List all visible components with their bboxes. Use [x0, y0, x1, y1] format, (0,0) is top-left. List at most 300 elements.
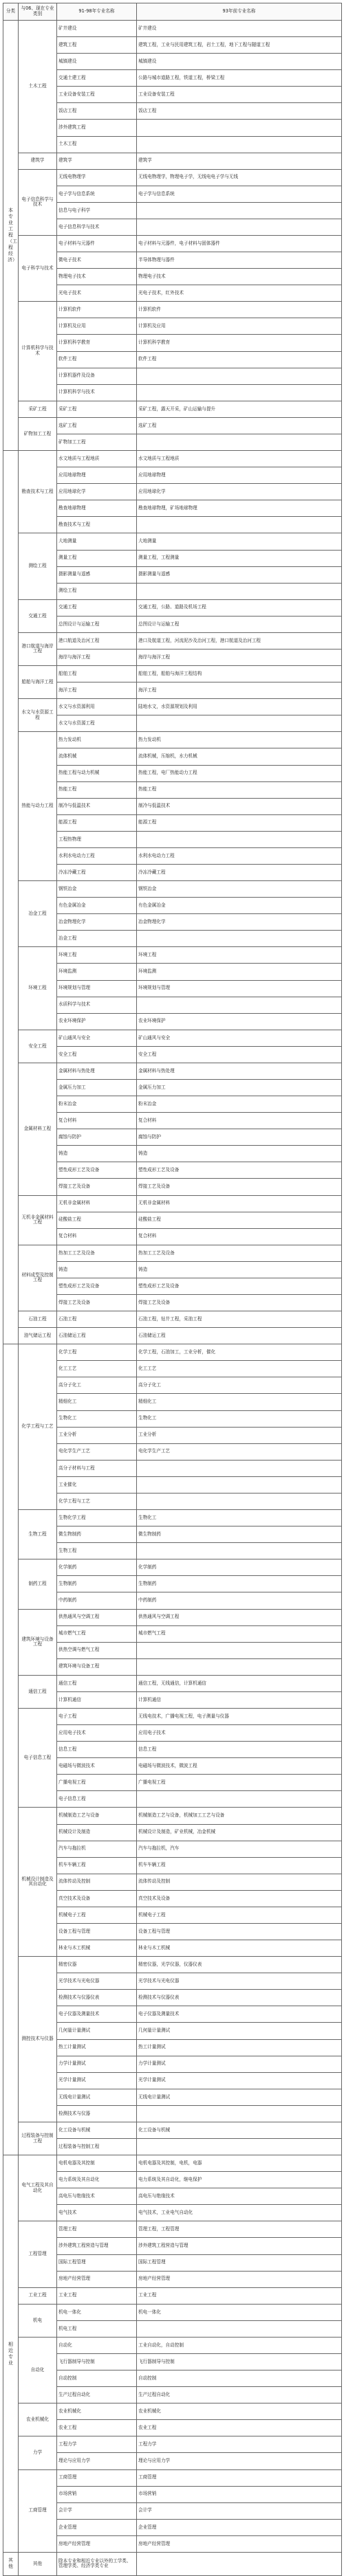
- old-major-cell: 塑性成形工艺及设备: [57, 1278, 137, 1294]
- old-major-cell: 城镇建设: [57, 54, 137, 70]
- table-row: [3, 153, 342, 169]
- old-major-cell: 大地测量: [57, 533, 137, 550]
- major-class-cell: 电子科学与技术: [19, 236, 57, 302]
- old-major-cell: 热能工程与动力机械: [57, 765, 137, 781]
- older-major-cell: 陆地水文，水资源规划及利用: [137, 699, 342, 715]
- table-row: [3, 302, 342, 318]
- old-major-cell: 生物制药: [57, 1576, 137, 1592]
- table-row: [3, 1344, 342, 1361]
- older-major-cell: 焊接工艺及设备: [137, 1179, 342, 1195]
- table-row: [3, 1030, 342, 1046]
- table-row: [3, 881, 342, 898]
- table-row: [3, 2287, 342, 2304]
- old-major-cell: 电子信息科学与技术: [57, 219, 137, 235]
- table-row: [3, 2221, 342, 2238]
- old-major-cell: 力学计量测试: [57, 2056, 137, 2072]
- major-class-cell: 力学: [19, 2436, 57, 2469]
- older-major-cell: 安全工程: [137, 1046, 342, 1063]
- category-cell: [3, 2552, 19, 2575]
- older-major-cell: 热能工程，电厂热能动力工程: [137, 765, 342, 781]
- old-major-cell: 化工工艺: [57, 1361, 137, 1377]
- major-class-cell: 交通工程: [19, 599, 57, 632]
- older-major-cell: 热加工工艺及设备: [137, 1245, 342, 1261]
- older-major-cell: 公路与城市道路工程，铁道工程，桥梁工程: [137, 70, 342, 87]
- older-major-cell: [137, 1642, 342, 1658]
- older-major-cell: 生物制药: [137, 1576, 342, 1592]
- major-class-cell: 自动化: [19, 2337, 57, 2403]
- old-major-cell: 环境规划与管理: [57, 980, 137, 997]
- older-major-cell: [137, 219, 342, 235]
- old-major-cell: 供热通风与空调工程: [57, 1609, 137, 1625]
- old-major-cell: 硅酸盐工程: [57, 1212, 137, 1228]
- old-major-cell: 冷冻冷藏工程: [57, 864, 137, 880]
- old-major-cell: 微电子技术: [57, 252, 137, 269]
- older-major-cell: 城市燃气工程: [137, 1625, 342, 1642]
- major-class-cell: 金属材料工程: [19, 1063, 57, 1195]
- table-row: [3, 1510, 342, 1526]
- older-major-cell: [137, 1476, 342, 1493]
- major-class-cell: 计算机科学与技术: [19, 302, 57, 401]
- old-major-cell: 光学计量测试: [57, 2072, 137, 2089]
- old-major-cell: 微生物制药: [57, 1526, 137, 1543]
- older-major-cell: 高分子化工: [137, 1377, 342, 1394]
- old-major-cell: 电子材料与元器件: [57, 236, 137, 252]
- table-row: [3, 1675, 342, 1691]
- old-major-cell: 工业分析: [57, 1427, 137, 1443]
- table-row: [3, 1311, 342, 1328]
- older-major-cell: 采矿工程，露天开采，矿山运输与提升: [137, 401, 342, 417]
- old-major-cell: 矿山通风与安全: [57, 1030, 137, 1046]
- older-major-cell: 金属材料与热处理: [137, 1063, 342, 1079]
- old-major-cell: 化学制药: [57, 1559, 137, 1576]
- major-class-cell: 通信工程: [19, 1675, 57, 1708]
- old-major-cell: 生物化工: [57, 1410, 137, 1427]
- old-major-cell: 铸造: [57, 1146, 137, 1162]
- older-major-cell: [137, 931, 342, 947]
- old-major-cell: 船舶工程: [57, 666, 137, 682]
- old-major-cell: 过程装备与控制工程: [57, 2139, 137, 2155]
- older-major-cell: 电化学生产工艺: [137, 1443, 342, 1460]
- document-page: [3, 3, 341, 2576]
- older-major-cell: 光学计量测试: [137, 2072, 342, 2089]
- older-major-cell: 应用地球物理: [137, 467, 342, 484]
- older-major-cell: 精细化工: [137, 1394, 342, 1410]
- old-major-cell: 国际工程管理: [57, 2254, 137, 2271]
- older-major-cell: [137, 2139, 342, 2155]
- old-major-cell: 能源工程: [57, 814, 137, 831]
- header-old-major: 91-98年专业名称: [57, 3, 137, 21]
- old-major-cell: 软件工程: [57, 351, 137, 368]
- table-row: [3, 2122, 342, 2138]
- major-class-cell: 生物工程: [19, 1510, 57, 1559]
- older-major-cell: 市场营销: [137, 2486, 342, 2502]
- old-major-cell: 设备工程与管理: [57, 1923, 137, 1940]
- old-major-cell: 电子学与信息系统: [57, 186, 137, 202]
- older-major-cell: 无线电物理学，物理电子学，无线电电子学与无线: [137, 169, 342, 186]
- old-major-cell: 水文与水资源利用: [57, 699, 137, 715]
- older-major-cell: 汽车与拖拉机，汽车: [137, 1841, 342, 1857]
- older-major-cell: [137, 1460, 342, 1476]
- older-major-cell: 工程力学: [137, 2436, 342, 2453]
- older-major-cell: 摄影测量与遥感: [137, 566, 342, 583]
- old-major-cell: 精细化工: [57, 1394, 137, 1410]
- table-row: [3, 533, 342, 550]
- table-row: [3, 666, 342, 682]
- old-major-cell: 水质科学与技术: [57, 997, 137, 1013]
- older-major-cell: 水利水电动力工程: [137, 847, 342, 864]
- older-major-cell: 交通工程，公路、道路及机场工程: [137, 599, 342, 616]
- older-major-cell: 环境监测: [137, 964, 342, 980]
- old-major-cell: 工业设备安装工程: [57, 87, 137, 103]
- older-major-cell: 工业工程: [137, 2287, 342, 2304]
- old-major-cell: 电子仪器及测量技术: [57, 2006, 137, 2023]
- old-major-cell: 应用地球化学: [57, 484, 137, 500]
- header-category: 分类: [3, 3, 19, 21]
- old-major-cell: 粉末冶金: [57, 1096, 137, 1113]
- older-major-cell: 机械电子工程: [137, 1907, 342, 1923]
- older-major-cell: [137, 997, 342, 1013]
- major-class-cell: 冶金工程: [19, 881, 57, 947]
- old-major-cell: 流体机械: [57, 748, 137, 765]
- older-major-cell: 石油储运工程: [137, 1328, 342, 1344]
- older-major-cell: [137, 831, 342, 847]
- table-row: [3, 417, 342, 434]
- older-major-cell: 工业设备安装工程: [137, 87, 342, 103]
- old-major-cell: 海洋工程: [57, 682, 137, 699]
- major-class-cell: 电气工程及其自动化: [19, 2155, 57, 2221]
- older-major-cell: 会计学: [137, 2502, 342, 2519]
- old-major-cell: 机电工程: [57, 2320, 137, 2337]
- older-major-cell: 无机非金属材料: [137, 1195, 342, 1212]
- older-major-cell: 微生物制药: [137, 1526, 342, 1543]
- older-major-cell: 计算机软件: [137, 302, 342, 318]
- old-major-cell: 检测技术与仪器: [57, 2105, 137, 2122]
- old-major-cell: 农业环境保护: [57, 1013, 137, 1030]
- older-major-cell: [137, 1658, 342, 1675]
- old-major-cell: 安全工程: [57, 1046, 137, 1063]
- old-major-cell: 港口航道及治河工程: [57, 632, 137, 649]
- older-major-cell: [137, 384, 342, 401]
- older-major-cell: 计算机及应用: [137, 318, 342, 335]
- older-major-cell: 通信工程，无线通信，计算机通信: [137, 1675, 342, 1691]
- old-major-cell: 无线电物理学: [57, 169, 137, 186]
- table-row: [3, 632, 342, 649]
- table-row: [3, 1609, 342, 1625]
- old-major-cell: 土木工程: [57, 136, 137, 153]
- old-major-cell: 计算机通信: [57, 1691, 137, 1708]
- major-class-cell: 建筑学: [19, 153, 57, 169]
- older-major-cell: 无线电计量测试: [137, 2089, 342, 2105]
- old-major-cell: 热能工程: [57, 781, 137, 798]
- old-major-cell: 市场营销: [57, 2486, 137, 2502]
- old-major-cell: 环境监测: [57, 964, 137, 980]
- older-major-cell: [137, 583, 342, 599]
- old-major-cell: 有色金属冶金: [57, 898, 137, 914]
- old-major-cell: 机电一体化: [57, 2304, 137, 2320]
- old-major-cell: 机械制造工艺与设备: [57, 1808, 137, 1824]
- old-major-cell: 自动化: [57, 2337, 137, 2353]
- old-major-cell: 工程热物理: [57, 831, 137, 847]
- table-row: [3, 2552, 342, 2575]
- older-major-cell: 计算机科学教育: [137, 335, 342, 351]
- older-major-cell: 石油工程，钻井工程，采油工程: [137, 1311, 342, 1328]
- table-row: [3, 2436, 342, 2453]
- old-major-cell: 高分子材料与工程: [57, 1460, 137, 1476]
- older-major-cell: 林业与木工机械: [137, 1940, 342, 1957]
- older-major-cell: [137, 120, 342, 136]
- older-major-cell: 电子材料与元器件，电子材料与固体器件: [137, 236, 342, 252]
- old-major-cell: 塑性成形工艺及设备: [57, 1162, 137, 1179]
- old-major-cell: 热加工工艺及设备: [57, 1245, 137, 1261]
- older-major-cell: 塑性成形工艺及设备: [137, 1278, 342, 1294]
- old-major-cell: 几何量计量测试: [57, 2023, 137, 2039]
- table-header-row: [3, 3, 342, 21]
- old-major-cell: 计算机科学教育: [57, 335, 137, 351]
- old-major-cell: 铸造: [57, 1261, 137, 1278]
- old-major-cell: 计算机软件: [57, 302, 137, 318]
- older-major-cell: 建筑学: [137, 153, 342, 169]
- old-major-cell: 精密仪器: [57, 1957, 137, 1973]
- older-major-cell: 生物化工: [137, 1410, 342, 1427]
- older-major-cell: 工业自动化，自动控制: [137, 2337, 342, 2353]
- older-major-cell: 复合材料: [137, 1228, 342, 1245]
- old-major-cell: 中药制药: [57, 1592, 137, 1609]
- old-major-cell: 测量工程: [57, 550, 137, 566]
- old-major-cell: 房地产经营管理: [57, 2271, 137, 2287]
- older-major-cell: [137, 136, 342, 153]
- old-major-cell: 生产过程自动化: [57, 2387, 137, 2403]
- older-major-cell: [137, 2320, 342, 2337]
- table-row: [3, 1195, 342, 1212]
- major-class-cell: 材料成型及控制工程: [19, 1245, 57, 1311]
- older-major-cell: 铸造: [137, 1146, 342, 1162]
- old-major-cell: 复合材料: [57, 1113, 137, 1129]
- old-major-cell: 钢铁冶金: [57, 881, 137, 898]
- older-major-cell: 城镇建设: [137, 54, 342, 70]
- major-catalog-table: [3, 3, 342, 2576]
- table-row: [3, 2155, 342, 2172]
- old-major-cell: 石油储运工程: [57, 1328, 137, 1344]
- old-major-cell: 水利水电动力工程: [57, 847, 137, 864]
- older-major-cell: 自动控制: [137, 2370, 342, 2387]
- major-class-cell: 港口航道与海岸工程: [19, 632, 57, 665]
- older-major-cell: 工业分析: [137, 1427, 342, 1443]
- old-major-cell: 工业工程: [57, 2287, 137, 2304]
- older-major-cell: [137, 368, 342, 384]
- major-class-cell: 工商管理: [19, 2469, 57, 2552]
- major-class-cell: 土木工程: [19, 21, 57, 153]
- older-major-cell: 供热通风与空调工程: [137, 1609, 342, 1625]
- old-major-cell: 复合材料: [57, 1228, 137, 1245]
- old-major-cell: 选矿工程: [57, 417, 137, 434]
- major-class-cell: 建筑环境与设备工程: [19, 1609, 57, 1675]
- older-major-cell: 勘查地球物理，矿场地球物理: [137, 500, 342, 517]
- table-row: [3, 1957, 342, 1973]
- old-major-cell: 应用地球物理: [57, 467, 137, 484]
- category-cell: [3, 451, 19, 1344]
- old-major-cell: 制冷与低温技术: [57, 798, 137, 814]
- old-major-cell: 流体传动及控制: [57, 1874, 137, 1890]
- older-major-cell: 选矿工程: [137, 417, 342, 434]
- old-major-cell: 冶金工程: [57, 931, 137, 947]
- older-major-cell: 冶金物理化学: [137, 914, 342, 931]
- older-major-cell: 海洋工程: [137, 682, 342, 699]
- major-class-cell: 水文与水资源工程: [19, 699, 57, 732]
- older-major-cell: 建筑工程，工业与民用建筑工程，岩土工程，地下工程与隧道工程: [137, 37, 342, 54]
- older-major-cell: 企业管理: [137, 2519, 342, 2535]
- old-major-cell: 理论与应用力学: [57, 2453, 137, 2469]
- older-major-cell: 环境工程: [137, 947, 342, 964]
- older-major-cell: 软件工程: [137, 351, 342, 368]
- older-major-cell: 复合材料: [137, 1113, 342, 1129]
- older-major-cell: 国际工程管理: [137, 2254, 342, 2271]
- table-row: [3, 2337, 342, 2353]
- old-major-cell: 金属材料与热处理: [57, 1063, 137, 1079]
- major-class-cell: 其他: [19, 2552, 57, 2575]
- major-class-cell: 测控技术与仪器: [19, 1957, 57, 2122]
- old-major-cell: 饭店工程: [57, 103, 137, 120]
- old-major-cell: 勘查地球物理: [57, 500, 137, 517]
- older-major-cell: [137, 2105, 342, 2122]
- old-major-cell: 工业催化: [57, 1476, 137, 1493]
- older-major-cell: 机械设计及制造，矿业机械，冶金机械: [137, 1824, 342, 1841]
- older-major-cell: 广播电视工程: [137, 1775, 342, 1791]
- older-major-cell: 粉末冶金: [137, 1096, 342, 1113]
- category-label: 相近专业: [8, 2341, 13, 2366]
- older-major-cell: 冷冻冷藏工程: [137, 864, 342, 880]
- major-class-cell: 环境工程: [19, 947, 57, 1030]
- category-cell: [3, 2155, 19, 2553]
- older-major-cell: 半导体物理与器件: [137, 252, 342, 269]
- table-row: [3, 21, 342, 37]
- older-major-cell: 机车车辆工程: [137, 1857, 342, 1874]
- old-major-cell: 广播电视工程: [57, 1775, 137, 1791]
- old-major-cell: 电子工程: [57, 1708, 137, 1724]
- old-major-cell: 自动控制: [57, 2370, 137, 2387]
- older-major-cell: 房地产经营管理: [137, 2271, 342, 2287]
- older-major-cell: 检测技术与仪器仪表: [137, 1990, 342, 2006]
- older-major-cell: 电子学与信息系统: [137, 186, 342, 202]
- old-major-cell: 工商管理: [57, 2469, 137, 2486]
- old-major-cell: 物理电子技术: [57, 269, 137, 285]
- older-major-cell: 能源工程: [137, 814, 342, 831]
- table-row: [3, 1245, 342, 1261]
- old-major-cell: 涉外建筑工程营造与管理: [57, 2238, 137, 2254]
- table-row: [3, 1708, 342, 1724]
- old-major-cell: 矿井建设: [57, 21, 137, 37]
- old-major-cell: 冶金物理化学: [57, 914, 137, 931]
- major-class-cell: 采矿工程: [19, 401, 57, 417]
- major-class-cell: 化学工程与工艺: [19, 1344, 57, 1510]
- older-major-cell: 光电子技术，红外技术: [137, 285, 342, 302]
- older-major-cell: [137, 1493, 342, 1509]
- older-major-cell: 总图设计与运输工程: [137, 616, 342, 632]
- older-major-cell: 涉外建筑工程营造与管理: [137, 2238, 342, 2254]
- old-major-cell: 管理工程: [57, 2221, 137, 2238]
- old-major-cell: 检测技术与仪器仪表: [57, 1990, 137, 2006]
- older-major-cell: [137, 715, 342, 732]
- table-row: [3, 169, 342, 186]
- table-row: [3, 699, 342, 715]
- older-major-cell: 应用电子技术: [137, 1725, 342, 1742]
- old-major-cell: 焊接工艺及设备: [57, 1179, 137, 1195]
- older-major-cell: 焊接工艺及设备: [137, 1295, 342, 1311]
- old-major-cell: 电机电器及其控制: [57, 2155, 137, 2172]
- older-major-cell: 流体机械，压缩机，水力机械: [137, 748, 342, 765]
- major-class-cell: 过程装备与控制工程: [19, 2122, 57, 2155]
- older-major-cell: 物理电子技术: [137, 269, 342, 285]
- older-major-cell: 计算机通信: [137, 1691, 342, 1708]
- table-row: [3, 947, 342, 964]
- old-major-cell: 交通土建工程: [57, 70, 137, 87]
- table-row: [3, 599, 342, 616]
- old-major-cell: 建筑环境与设备工程: [57, 1658, 137, 1675]
- major-class-cell: 电子信息科学与技术: [19, 169, 57, 235]
- old-major-cell: 水文地质与工程地质: [57, 451, 137, 467]
- old-major-cell: 矿物加工工程: [57, 434, 137, 450]
- old-major-cell: 会计学: [57, 2502, 137, 2519]
- old-major-cell: 电化学生产工艺: [57, 1443, 137, 1460]
- older-major-cell: 港口及航道工程，河流泥沙及治河工程，港口航道及治河工程: [137, 632, 342, 649]
- table-row: [3, 2403, 342, 2420]
- major-class-cell: 工程管理: [19, 2221, 57, 2287]
- major-class-cell: 农业机械化: [19, 2403, 57, 2436]
- older-major-cell: 无线电技术，广播电视工程，电子测量与仪器: [137, 1708, 342, 1724]
- table-row: [3, 2469, 342, 2486]
- old-major-cell: 勘查技术与工程: [57, 517, 137, 533]
- old-major-cell: 腐蚀与防护: [57, 1129, 137, 1146]
- older-major-cell: [137, 202, 342, 219]
- older-major-cell: 理论与应用力学: [137, 2453, 342, 2469]
- old-major-cell: 电磁场与微波技术: [57, 1758, 137, 1775]
- older-major-cell: 腐蚀与防护: [137, 1129, 342, 1146]
- table-row: [3, 1559, 342, 1576]
- older-major-cell: 生物化工: [137, 1510, 342, 1526]
- old-major-cell: 涉外建筑工程: [57, 120, 137, 136]
- old-major-cell: 总图设计与运输工程: [57, 616, 137, 632]
- major-class-cell: 工业工程: [19, 2287, 57, 2304]
- old-major-cell: 飞行器制导与控制: [57, 2354, 137, 2370]
- old-major-cell: 房地产经营管理: [57, 2535, 137, 2552]
- older-major-cell: 热工计量测试: [137, 2039, 342, 2056]
- table-row: [3, 1328, 342, 1344]
- older-major-cell: 海岸与海洋工程: [137, 649, 342, 665]
- older-major-cell: 铸造: [137, 1261, 342, 1278]
- major-class-cell: 油气储运工程: [19, 1328, 57, 1344]
- older-major-cell: 船舶工程，船舶与海洋工程结构: [137, 666, 342, 682]
- older-major-cell: 硅酸盐工程: [137, 1212, 342, 1228]
- old-major-cell: 化学工程: [57, 1344, 137, 1361]
- old-major-cell: 热工计量测试: [57, 2039, 137, 2056]
- older-major-cell: 信息工程: [137, 1742, 342, 1758]
- older-major-cell: 生产过程自动化: [137, 2387, 342, 2403]
- old-major-cell: 电气技术: [57, 2205, 137, 2221]
- older-major-cell: 金属压力加工: [137, 1080, 342, 1096]
- old-major-cell: 摄影测量与遥感: [57, 566, 137, 583]
- old-major-cell: 建筑工程: [57, 37, 137, 54]
- old-major-cell: 林业与木工机械: [57, 1940, 137, 1957]
- old-major-cell: 信息工程: [57, 1742, 137, 1758]
- older-major-cell: 中药制药: [137, 1592, 342, 1609]
- major-class-cell: 船舶与海洋工程: [19, 666, 57, 699]
- old-major-cell: 企业管理: [57, 2519, 137, 2535]
- older-major-cell: 饭店工程: [137, 103, 342, 120]
- old-major-cell: 海岸与海洋工程: [57, 649, 137, 665]
- major-class-cell: 热能与动力工程: [19, 732, 57, 881]
- old-major-cell: 电力系统及其自动化: [57, 2172, 137, 2188]
- old-major-cell: 通信工程: [57, 1675, 137, 1691]
- older-major-cell: 塑性成形工艺及设备: [137, 1162, 342, 1179]
